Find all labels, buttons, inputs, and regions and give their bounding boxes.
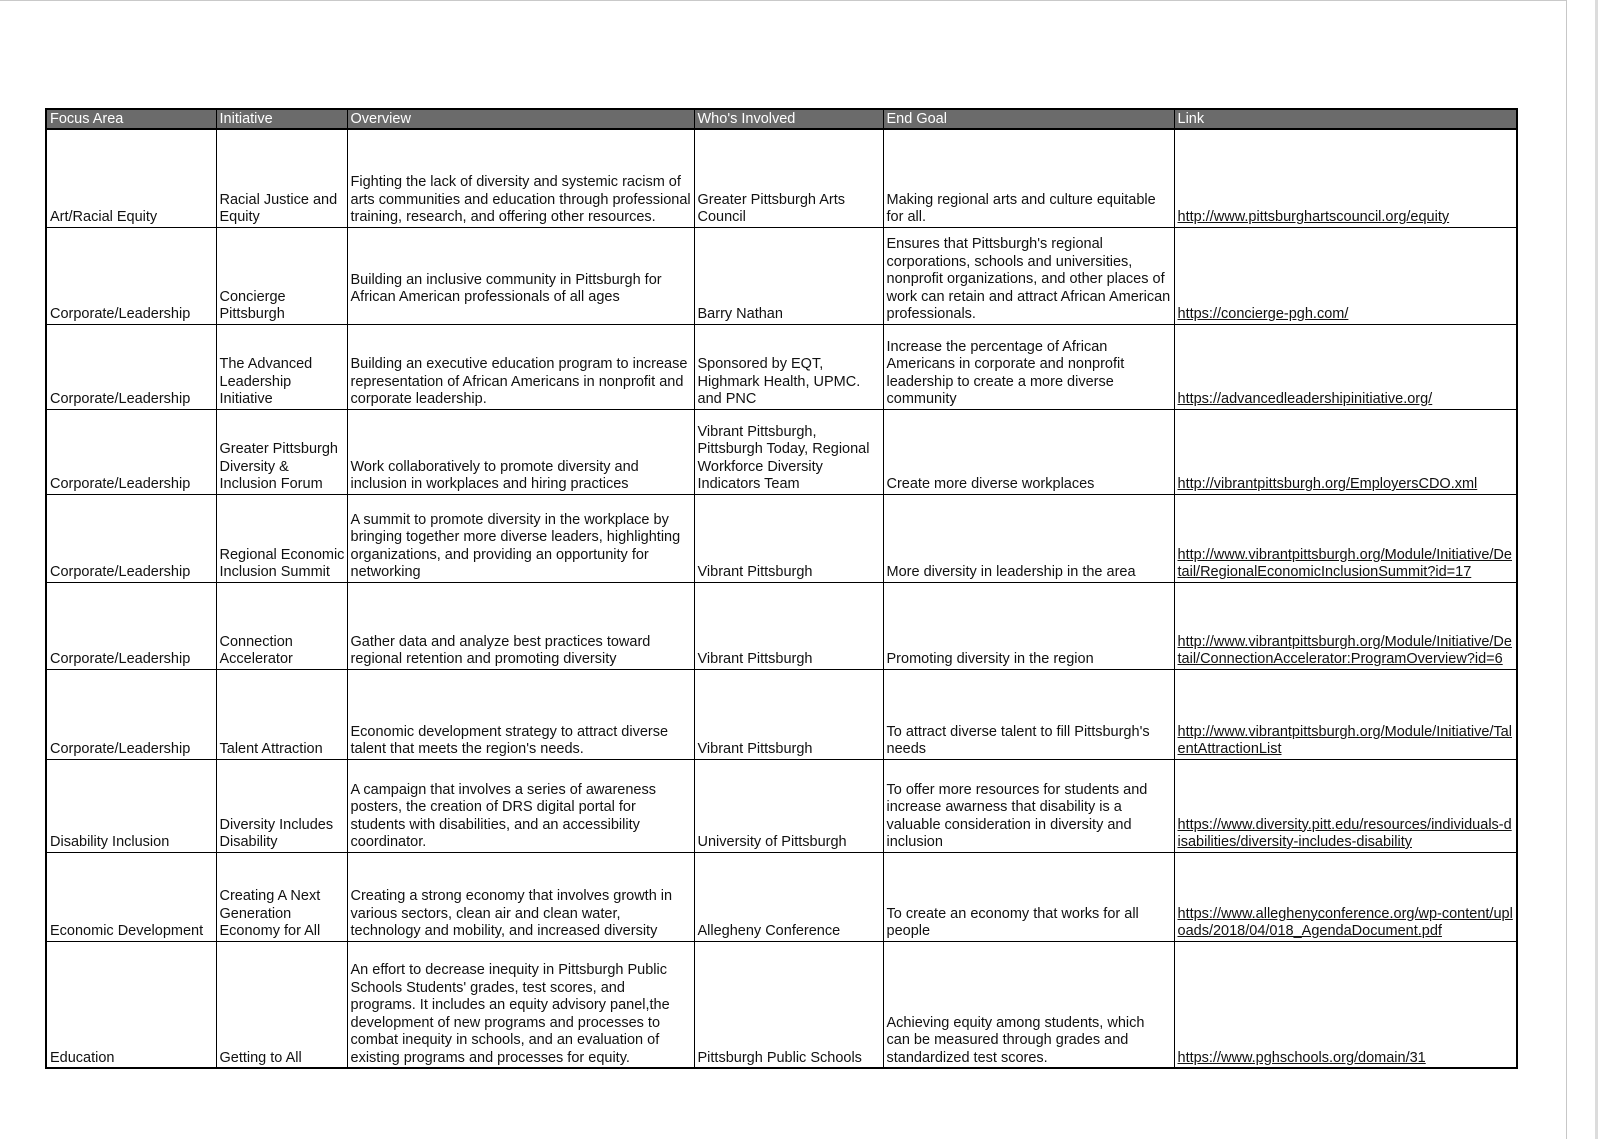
cell-focus-area: Corporate/Leadership xyxy=(46,669,216,759)
cell-end-goal: Create more diverse workplaces xyxy=(883,409,1174,494)
cell-end-goal: To create an economy that works for all people xyxy=(883,852,1174,941)
scrollbar[interactable] xyxy=(1567,0,1598,1139)
cell-overview: Fighting the lack of diversity and systemic racism of arts communities and education through professional training, research, and offering other resources. xyxy=(347,129,694,227)
cell-link xyxy=(1174,409,1517,494)
table-row xyxy=(46,941,1517,1068)
cell-end-goal: Achieving equity among students, which can be measured through grades and standardized test scores. xyxy=(883,941,1174,1068)
cell-whos-involved: Pittsburgh Public Schools xyxy=(694,941,883,1068)
header-end-goal: End Goal xyxy=(883,109,1174,129)
link[interactable]: http://www.pittsburghartscouncil.org/equity xyxy=(1177,209,1450,225)
header-link: Link xyxy=(1174,109,1517,129)
cell-whos-involved: Sponsored by EQT, Highmark Health, UPMC. and PNC xyxy=(694,324,883,409)
cell-focus-area: Economic Development xyxy=(46,852,216,941)
cell-initiative: Regional Economic Inclusion Summit xyxy=(216,494,347,582)
cell-whos-involved: Vibrant Pittsburgh xyxy=(694,582,883,669)
cell-link xyxy=(1174,941,1517,1068)
header-overview: Overview xyxy=(347,109,694,129)
cell-end-goal: Increase the percentage of African Americans in corporate and nonprofit leadership to create a more diverse community xyxy=(883,324,1174,409)
cell-end-goal: More diversity in leadership in the area xyxy=(883,494,1174,582)
cell-initiative: Concierge Pittsburgh xyxy=(216,227,347,324)
cell-link xyxy=(1174,582,1517,669)
cell-end-goal: Making regional arts and culture equitable for all. xyxy=(883,129,1174,227)
cell-focus-area: Corporate/Leadership xyxy=(46,227,216,324)
cell-initiative: Connection Accelerator xyxy=(216,582,347,669)
cell-end-goal: Promoting diversity in the region xyxy=(883,582,1174,669)
cell-overview: Economic development strategy to attract diverse talent that meets the region's needs. xyxy=(347,669,694,759)
table-row xyxy=(46,494,1517,582)
cell-whos-involved: Vibrant Pittsburgh xyxy=(694,669,883,759)
cell-overview: A campaign that involves a series of awareness posters, the creation of DRS digital portal for students with disabilities, and an accessibility coordinator. xyxy=(347,759,694,852)
initiatives-table xyxy=(45,108,1518,1069)
table-row xyxy=(46,129,1517,227)
cell-focus-area: Corporate/Leadership xyxy=(46,324,216,409)
header-focus-area: Focus Area xyxy=(46,109,216,129)
cell-link xyxy=(1174,759,1517,852)
cell-initiative: Getting to All xyxy=(216,941,347,1068)
cell-focus-area: Art/Racial Equity xyxy=(46,129,216,227)
cell-initiative: Diversity Includes Disability xyxy=(216,759,347,852)
cell-link xyxy=(1174,129,1517,227)
top-border xyxy=(0,0,1568,1)
cell-whos-involved: University of Pittsburgh xyxy=(694,759,883,852)
table-row xyxy=(46,409,1517,494)
cell-link xyxy=(1174,852,1517,941)
cell-focus-area: Education xyxy=(46,941,216,1068)
cell-link xyxy=(1174,324,1517,409)
cell-overview: Work collaboratively to promote diversity and inclusion in workplaces and hiring practices xyxy=(347,409,694,494)
link[interactable]: http://vibrantpittsburgh.org/EmployersCDO.xml xyxy=(1177,476,1478,492)
cell-overview: An effort to decrease inequity in Pittsburgh Public Schools Students' grades, test scores, and programs. It includes an equity advisory panel,the development of new programs and processes to combat inequity in schools, and an evaluation of existing programs and processes for equity. xyxy=(347,941,694,1068)
cell-whos-involved: Barry Nathan xyxy=(694,227,883,324)
link[interactable]: https://www.pghschools.org/domain/31 xyxy=(1177,1049,1426,1066)
cell-overview: Building an executive education program to increase representation of African Americans in nonprofit and corporate leadership. xyxy=(347,324,694,409)
cell-link xyxy=(1174,494,1517,582)
cell-overview xyxy=(347,227,694,324)
table-row xyxy=(46,759,1517,852)
cell-end-goal: To offer more resources for students and increase awarness that disability is a valuable consideration in diversity and inclusion xyxy=(883,759,1174,852)
cell-link xyxy=(1174,227,1517,324)
link[interactable]: https://www.diversity.pitt.edu/resources/individuals-disabilities/diversity-includes-disability xyxy=(1177,816,1512,850)
table-row xyxy=(46,582,1517,669)
cell-whos-involved: Allegheny Conference xyxy=(694,852,883,941)
cell-end-goal: To attract diverse talent to fill Pittsburgh's needs xyxy=(883,669,1174,759)
header-row xyxy=(46,109,1517,129)
cell-initiative: The Advanced Leadership Initiative xyxy=(216,324,347,409)
link[interactable]: https://advancedleadershipinitiative.org/ xyxy=(1177,391,1433,407)
cell-overview: Creating a strong economy that involves growth in various sectors, clean air and clean water, technology and mobility, and increased diversity xyxy=(347,852,694,941)
link[interactable]: http://www.vibrantpittsburgh.org/Module/Initiative/Detail/RegionalEconomicInclusionSummit?id=17 xyxy=(1177,546,1512,580)
cell-overview: Gather data and analyze best practices toward regional retention and promoting diversity xyxy=(347,582,694,669)
header-whos-involved: Who's Involved xyxy=(694,109,883,129)
cell-whos-involved: Vibrant Pittsburgh, Pittsburgh Today, Regional Workforce Diversity Indicators Team xyxy=(694,409,883,494)
link[interactable]: http://www.vibrantpittsburgh.org/Module/Initiative/Detail/ConnectionAccelerator:ProgramOverview?id=6 xyxy=(1177,633,1512,667)
cell-whos-involved: Greater Pittsburgh Arts Council xyxy=(694,129,883,227)
overview-text: Building an inclusive community in Pittsburgh for African American professionals of all ages xyxy=(350,271,662,305)
header-initiative: Initiative xyxy=(216,109,347,129)
cell-whos-involved: Vibrant Pittsburgh xyxy=(694,494,883,582)
cell-initiative: Racial Justice and Equity xyxy=(216,129,347,227)
cell-initiative: Greater Pittsburgh Diversity & Inclusion Forum xyxy=(216,409,347,494)
link[interactable]: http://www.vibrantpittsburgh.org/Module/Initiative/TalentAttractionList xyxy=(1177,723,1512,757)
table-row xyxy=(46,227,1517,324)
cell-overview: A summit to promote diversity in the workplace by bringing together more diverse leaders, highlighting organizations, and providing an opportunity for networking xyxy=(347,494,694,582)
cell-link xyxy=(1174,669,1517,759)
link[interactable]: https://www.alleghenyconference.org/wp-content/uploads/2018/04/018_AgendaDocument.pdf xyxy=(1177,905,1513,939)
cell-initiative: Talent Attraction xyxy=(216,669,347,759)
cell-initiative: Creating A Next Generation Economy for All xyxy=(216,852,347,941)
link[interactable]: https://concierge-pgh.com/ xyxy=(1177,306,1349,322)
cell-focus-area: Corporate/Leadership xyxy=(46,582,216,669)
table-row xyxy=(46,669,1517,759)
table-row xyxy=(46,324,1517,409)
cell-focus-area: Corporate/Leadership xyxy=(46,409,216,494)
cell-end-goal: Ensures that Pittsburgh's regional corporations, schools and universities, nonprofit organizations, and other places of work can retain and attract African American professionals. xyxy=(883,227,1174,324)
cell-focus-area: Disability Inclusion xyxy=(46,759,216,852)
table-row xyxy=(46,852,1517,941)
cell-focus-area: Corporate/Leadership xyxy=(46,494,216,582)
